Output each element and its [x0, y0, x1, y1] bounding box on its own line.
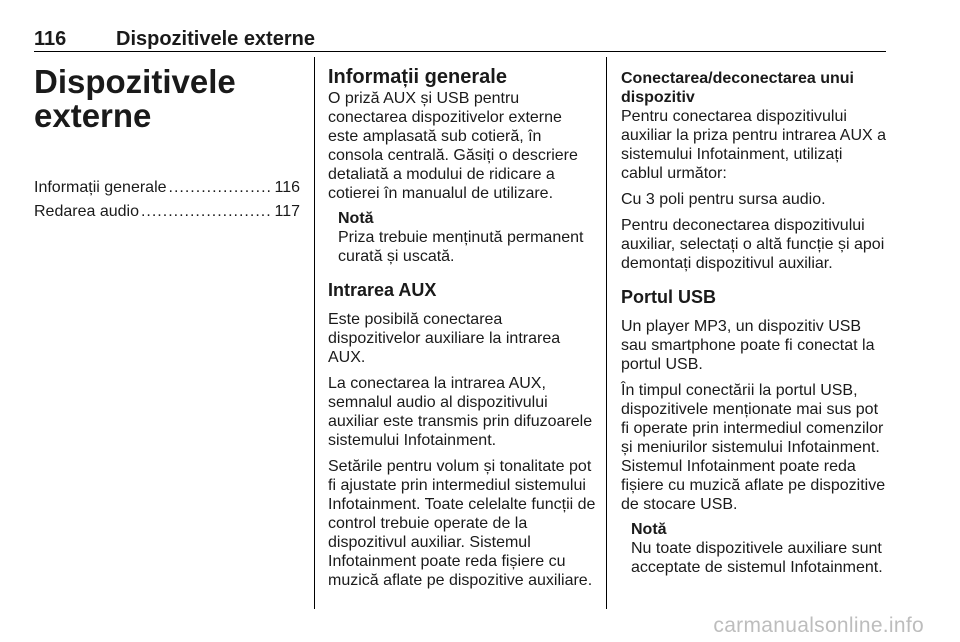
- watermark: carmanualsonline.info: [713, 614, 924, 637]
- column-divider-2: [606, 57, 607, 609]
- chapter-title: [34, 65, 300, 133]
- aux-paragraph-1: Este posibilă conectarea dispozitivelor auxiliare la intrarea AUX.: [328, 311, 561, 366]
- header-divider: [34, 51, 886, 52]
- page-number: 116: [34, 28, 67, 50]
- note-title: Notă: [631, 521, 667, 538]
- connection-column: [621, 57, 887, 577]
- note-block: [338, 209, 596, 266]
- table-of-contents: [34, 178, 300, 222]
- toc-leader: [169, 178, 273, 198]
- toc-label: Redarea audio: [34, 203, 139, 220]
- intro-paragraph: O priză AUX și USB pentru conectarea dispozitivelor externe este amplasată sub cotieră, în consola centrală. Găsiți o descriere detaliată a modului de ridicare a cotierei în manualul de utilizare.: [328, 90, 578, 202]
- toc-entry-general[interactable]: [34, 178, 300, 198]
- section-title-usb: Portul USB: [621, 287, 717, 307]
- toc-leader: [141, 202, 273, 222]
- toc-page: 117: [274, 203, 300, 220]
- usb-paragraph-1: Un player MP3, un dispozitiv USB sau smartphone poate fi conectat la portul USB.: [621, 318, 875, 373]
- note-block: [631, 520, 887, 577]
- general-info-column: [328, 57, 596, 590]
- chapter-title-line1: Dispozitivele: [34, 63, 236, 100]
- section-title-general: Informații generale: [328, 66, 507, 88]
- chapter-column: [34, 57, 300, 226]
- connect-paragraph-1: Pentru conectarea dispozitivului auxiliar la priza pentru intrarea AUX a sistemului Infotainment, utilizați cablul următor:: [621, 108, 887, 182]
- note-text: Nu toate dispozitivele auxiliare sunt acceptate de sistemul Infotainment.: [631, 540, 883, 576]
- usb-paragraph-2: În timpul conectării la portul USB, dispozitivele menționate mai sus pot fi operate prin intermediul comenzilor și meniurilor sistemului Infotainment. Sistemul Infotainment poate reda fișiere cu muzică aflate pe dispozitive de stocare USB.: [621, 382, 886, 513]
- toc-label: Informații generale: [34, 179, 167, 196]
- column-divider-1: [314, 57, 315, 609]
- note-title: Notă: [338, 210, 374, 227]
- connect-paragraph-2: Cu 3 poli pentru sursa audio.: [621, 191, 826, 208]
- toc-entry-audio[interactable]: [34, 202, 300, 222]
- page-header: [34, 28, 886, 52]
- chapter-title-line2: externe: [34, 97, 152, 134]
- note-text: Priza trebuie menținută permanent curată și uscată.: [338, 229, 584, 265]
- connect-paragraph-3: Pentru deconectarea dispozitivului auxiliar, selectați o altă funcție și apoi demontați dispozitivul auxiliar.: [621, 217, 885, 272]
- aux-paragraph-3: Setările pentru volum și tonalitate pot fi ajustate prin intermediul sistemului Infotainment. Toate celelalte funcții de control trebuie operate de la dispozitivul auxiliar. Sistemul Infotainment poate reda fișiere cu muzică aflate pe dispozitive auxiliare.: [328, 458, 596, 589]
- section-title-aux: Intrarea AUX: [328, 280, 437, 300]
- toc-page: 116: [274, 179, 300, 196]
- section-title-connect: Conectarea/deconectarea unui dispozitiv: [621, 70, 854, 106]
- running-title: Dispozitivele externe: [116, 28, 315, 50]
- aux-paragraph-2: La conectarea la intrarea AUX, semnalul audio al dispozitivului auxiliar este transmis prin difuzoarele sistemului Infotainment.: [328, 375, 593, 449]
